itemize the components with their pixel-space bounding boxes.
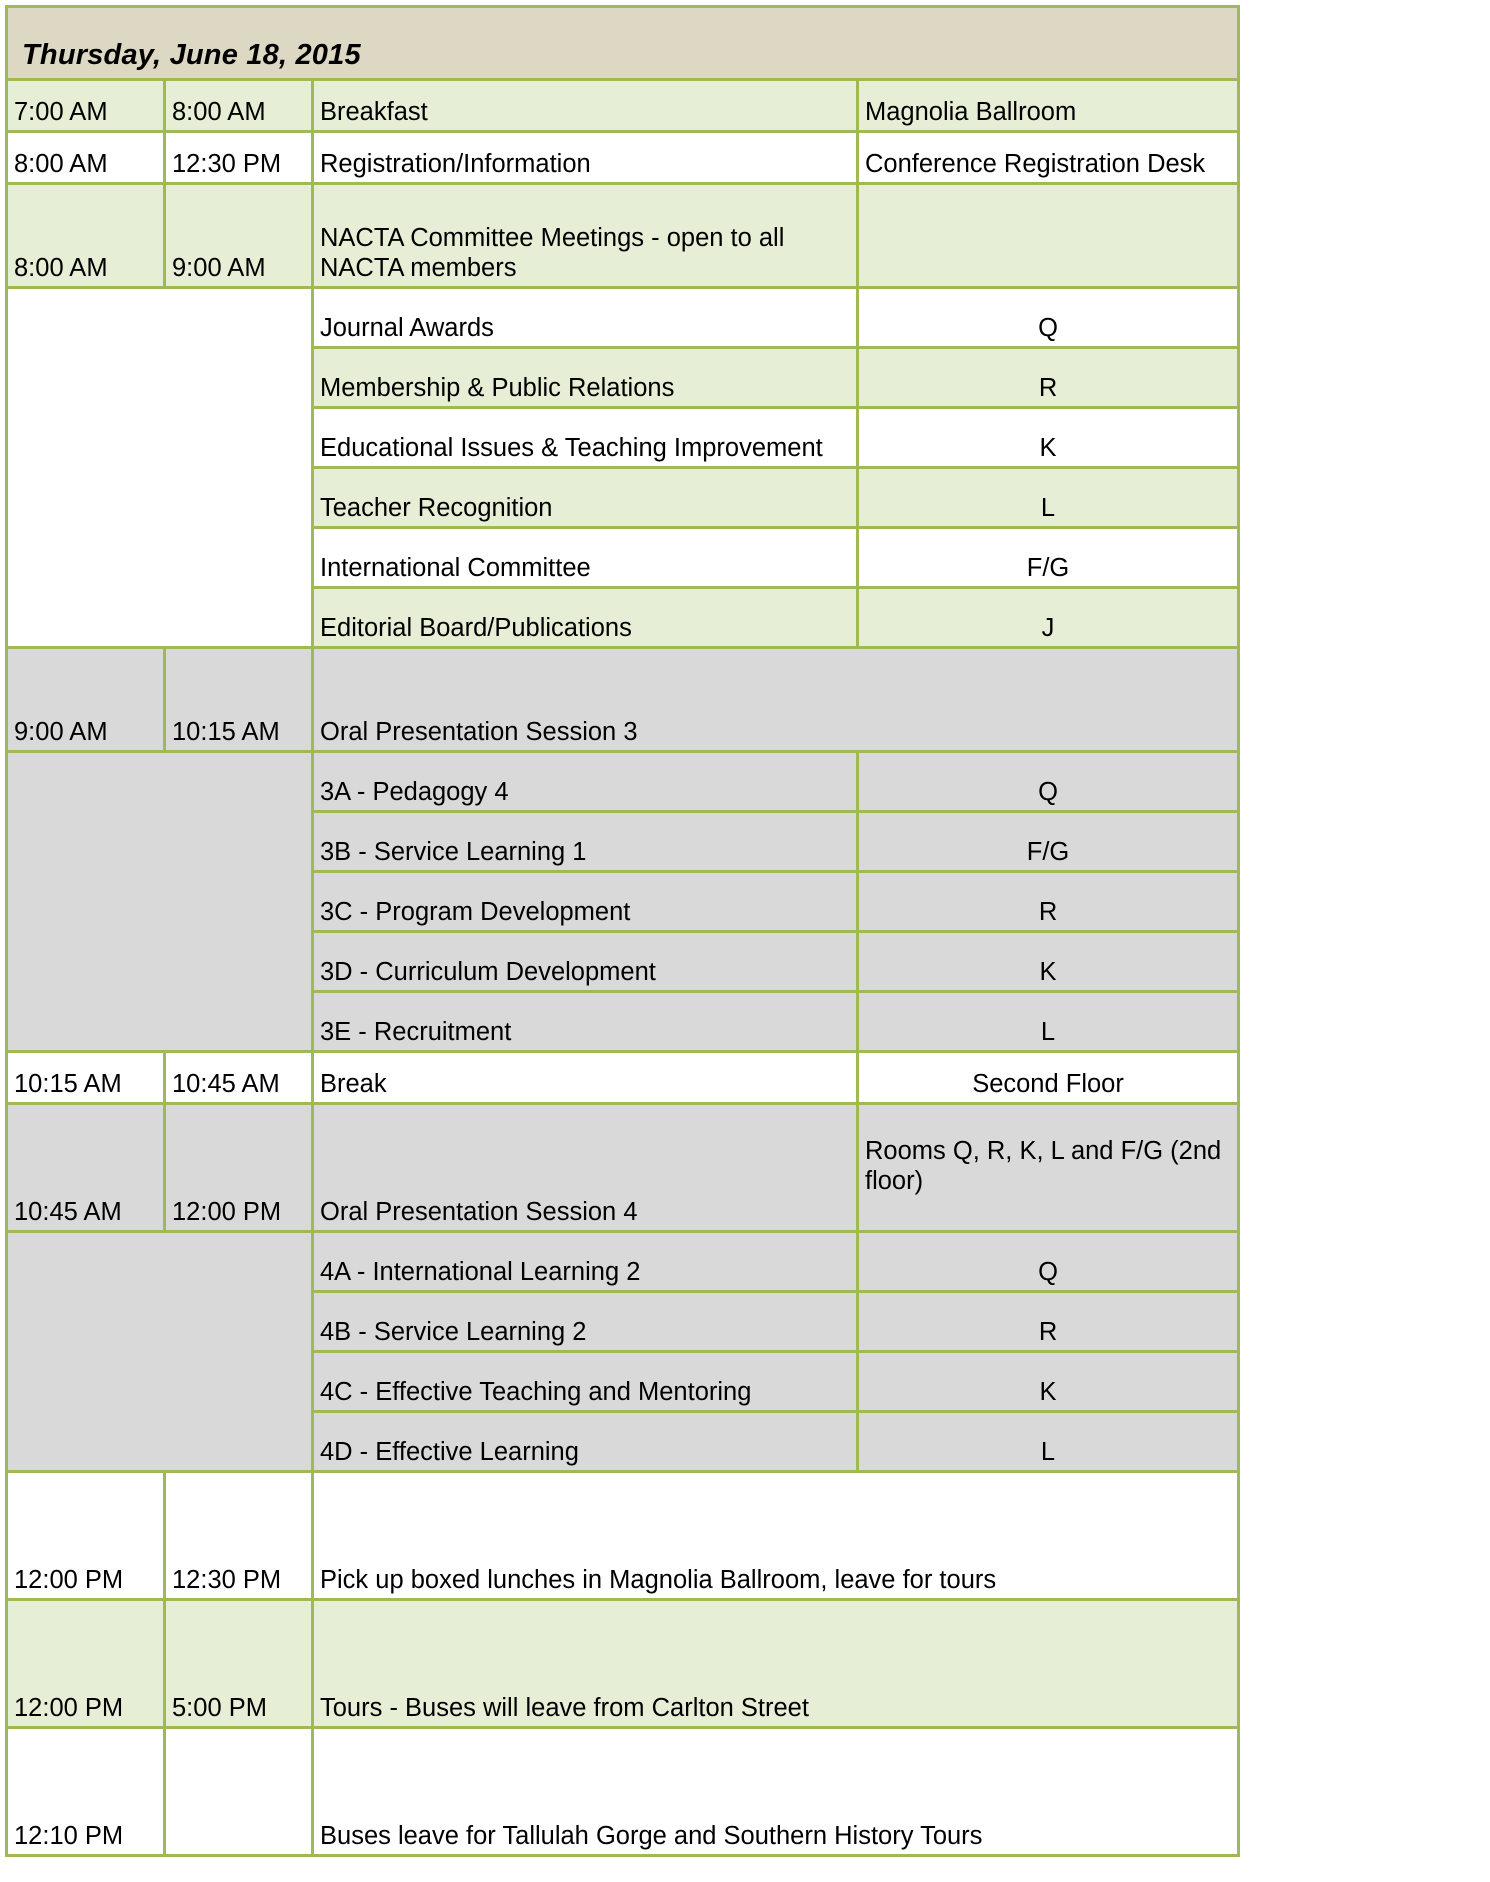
table-row [7, 1104, 1239, 1232]
table-row [7, 184, 1239, 288]
day-header-row [7, 7, 1239, 80]
row-location: Magnolia Ballroom [858, 80, 1239, 132]
table-row [7, 648, 1239, 752]
row-activity: NACTA Committee Meetings - open to all NACTA members [313, 184, 858, 288]
table-row [7, 752, 1239, 812]
row-location: Q [858, 752, 1239, 812]
row-activity: Educational Issues & Teaching Improvement [313, 408, 858, 468]
session4-time-spacer [7, 1232, 313, 1472]
row-location: F/G [858, 812, 1239, 872]
row-activity: 4D - Effective Learning [313, 1412, 858, 1472]
row-location: Rooms Q, R, K, L and F/G (2nd floor) [858, 1104, 1239, 1232]
row-activity: Oral Presentation Session 3 [313, 648, 1239, 752]
session3-time-spacer [7, 752, 313, 1052]
row-end-time: 10:15 AM [165, 648, 313, 752]
row-location: R [858, 1292, 1239, 1352]
row-location: L [858, 992, 1239, 1052]
committee-time-spacer [7, 288, 313, 648]
row-end-time: 12:30 PM [165, 132, 313, 184]
row-end-time: 10:45 AM [165, 1052, 313, 1104]
row-activity: Journal Awards [313, 288, 858, 348]
row-location: Second Floor [858, 1052, 1239, 1104]
row-location: Conference Registration Desk [858, 132, 1239, 184]
row-location: Q [858, 288, 1239, 348]
row-activity: Oral Presentation Session 4 [313, 1104, 858, 1232]
row-location: F/G [858, 528, 1239, 588]
row-start-time: 7:00 AM [7, 80, 165, 132]
row-location: K [858, 932, 1239, 992]
row-location: L [858, 468, 1239, 528]
row-activity: 3C - Program Development [313, 872, 858, 932]
table-row [7, 132, 1239, 184]
row-location: K [858, 1352, 1239, 1412]
table-row [7, 1052, 1239, 1104]
row-activity: Membership & Public Relations [313, 348, 858, 408]
row-start-time: 10:45 AM [7, 1104, 165, 1232]
page-title: Thursday, June 18, 2015 [22, 38, 361, 71]
row-activity: Breakfast [313, 80, 858, 132]
row-end-time: 12:00 PM [165, 1104, 313, 1232]
table-row [7, 1600, 1239, 1728]
row-start-time: 9:00 AM [7, 648, 165, 752]
row-activity: 4C - Effective Teaching and Mentoring [313, 1352, 858, 1412]
row-start-time: 10:15 AM [7, 1052, 165, 1104]
row-activity: Editorial Board/Publications [313, 588, 858, 648]
row-activity: Buses leave for Tallulah Gorge and Southern History Tours [313, 1728, 1239, 1856]
row-end-time: 5:00 PM [165, 1600, 313, 1728]
row-activity: Pick up boxed lunches in Magnolia Ballroom, leave for tours [313, 1472, 1239, 1600]
row-location: K [858, 408, 1239, 468]
table-row [7, 80, 1239, 132]
row-start-time: 8:00 AM [7, 132, 165, 184]
table-row [7, 1232, 1239, 1292]
row-start-time: 12:00 PM [7, 1472, 165, 1600]
row-end-time: 12:30 PM [165, 1472, 313, 1600]
row-start-time: 12:00 PM [7, 1600, 165, 1728]
row-activity: Teacher Recognition [313, 468, 858, 528]
row-activity: Break [313, 1052, 858, 1104]
row-activity: Registration/Information [313, 132, 858, 184]
row-start-time: 12:10 PM [7, 1728, 165, 1856]
row-location: J [858, 588, 1239, 648]
row-activity: 4B - Service Learning 2 [313, 1292, 858, 1352]
row-activity: 3A - Pedagogy 4 [313, 752, 858, 812]
table-row [7, 1472, 1239, 1600]
row-location: Q [858, 1232, 1239, 1292]
row-activity: 4A - International Learning 2 [313, 1232, 858, 1292]
row-location: L [858, 1412, 1239, 1472]
row-end-time [165, 1728, 313, 1856]
row-activity: Tours - Buses will leave from Carlton Street [313, 1600, 1239, 1728]
row-end-time: 8:00 AM [165, 80, 313, 132]
row-activity: 3D - Curriculum Development [313, 932, 858, 992]
row-activity: International Committee [313, 528, 858, 588]
row-location: R [858, 872, 1239, 932]
conference-schedule-table [5, 5, 1240, 1857]
table-row [7, 288, 1239, 348]
row-activity: 3B - Service Learning 1 [313, 812, 858, 872]
table-row [7, 1728, 1239, 1856]
row-location [858, 184, 1239, 288]
row-end-time: 9:00 AM [165, 184, 313, 288]
row-activity: 3E - Recruitment [313, 992, 858, 1052]
row-location: R [858, 348, 1239, 408]
row-start-time: 8:00 AM [7, 184, 165, 288]
day-header-cell [7, 7, 1239, 80]
